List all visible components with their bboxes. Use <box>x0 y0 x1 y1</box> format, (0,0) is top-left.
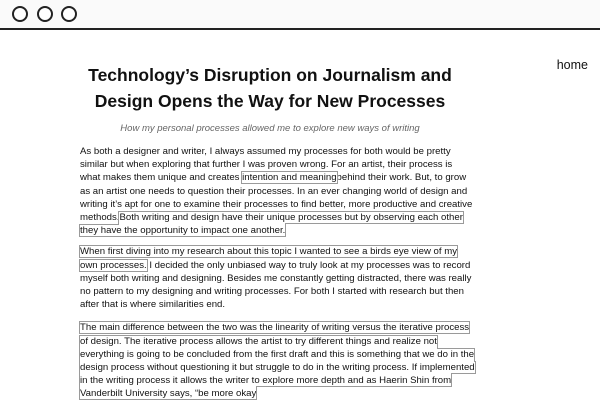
paragraph-2 <box>80 245 475 311</box>
highlight-birds-eye-view[interactable]: When first diving into my research about this topic I wanted to see a birds eye view of my own processes. <box>80 246 457 271</box>
window-titlebar <box>0 0 600 30</box>
window-control-circle-1[interactable] <box>12 6 28 22</box>
article-body <box>80 145 475 400</box>
highlight-unique-processes[interactable]: Both writing and design have their unique processes but by observing each other they have the opportunity to impact one another. <box>80 212 463 237</box>
window-control-circle-3[interactable] <box>61 6 77 22</box>
highlight-intention-meaning[interactable]: intention and meaning <box>242 172 337 184</box>
article-subtitle: How my personal processes allowed me to explore new ways of writing <box>120 123 420 134</box>
paragraph-2-text: I decided the only unbiased way to truly look at my processes was to record myself both writing and designing. Besides me constantly getting distracted, there was really no pattern to my designing and writing processes. For both I started with research but then after that is where similarities end. <box>80 259 472 311</box>
paragraph-3 <box>80 321 475 400</box>
paragraph-1-text-a: As both a designer and writer, I always assumed my processes for both would be pretty similar but when exploring that further I was proven wrong. For an artist, their process is what makes them unique and creates <box>80 146 453 184</box>
article-title: Technology’s Disruption on Journalism and Design Opens the Way for New Processes <box>88 65 452 111</box>
highlight-iterative-process[interactable]: The main difference between the two was the linearity of writing versus the iterative process of design. The iterative process allows the artist to try different things and realize not everything is going to be concluded from the first draft and this is something that we do in the design process without questioning it but struggle to do in the writing process. If implemented in the writing process it allows the writer to explore more depth and as Haerin Shin from Vanderbilt University says, “be more okay <box>80 322 475 400</box>
paragraph-1-text-b: behind their work. But, to grow as an artist one needs to question their processes. In an ever changing world of design and writing it’s apt for one to examine their processes to find better, more productive and creative methods. <box>80 172 473 224</box>
paragraph-1 <box>80 145 475 237</box>
window-control-circle-2[interactable] <box>37 6 53 22</box>
article-page <box>0 30 600 400</box>
home-link[interactable]: home <box>556 58 588 72</box>
